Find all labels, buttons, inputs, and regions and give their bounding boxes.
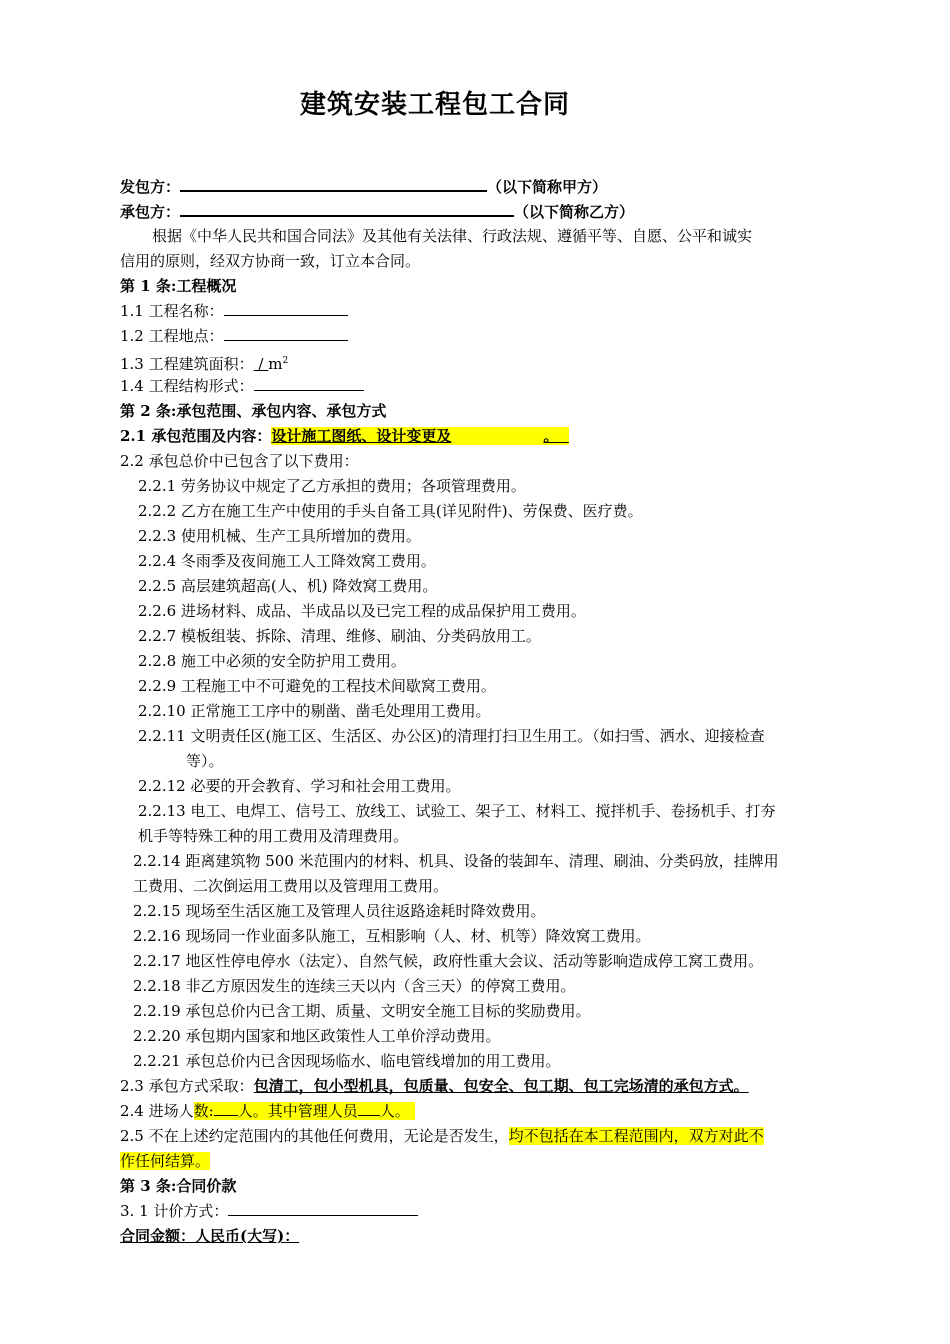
project-structure-line: [120, 376, 364, 396]
fee-item: 2.2.3 使用机械、生产工具所增加的费用。: [138, 527, 421, 545]
project-location-line: [120, 326, 348, 346]
exclusion-highlight: 均不包括在本工程范围内，双方对此不: [508, 1127, 764, 1145]
project-structure-label: 1.4 工程结构形式：: [120, 377, 254, 395]
fee-item: 2.2.18 非乙方原因发生的连续三天以内（含三天）的停窝工费用。: [133, 977, 576, 995]
fee-item: 2.2.16 现场同一作业面多队施工，互相影响（人、材、机等）降效窝工费用。: [133, 927, 651, 945]
contractor-label: 发包方：: [120, 178, 181, 196]
subcontractor-line: [120, 201, 634, 222]
intro-line-2: 信用的原则，经双方协商一致，订立本合同。: [120, 252, 421, 270]
article-2-heading: 第 2 条:承包范围、承包内容、承包方式: [120, 402, 387, 420]
managers-count-field[interactable]: [358, 1101, 380, 1116]
fee-item: 2.2.8 施工中必须的安全防护用工费用。: [138, 652, 406, 670]
subcontractor-suffix: （以下简称乙方）: [514, 203, 635, 221]
contractor-suffix: （以下简称甲方）: [487, 178, 608, 196]
fee-item: 2.2.10 正常施工工序中的剔凿、凿毛处理用工费用。: [138, 702, 491, 720]
scope-value: 设计施工图纸、设计变更及 。: [271, 427, 568, 445]
intro-line-1: 根据《中华人民共和国合同法》及其他有关法律、行政法规、遵循平等、自愿、公平和诚实: [152, 227, 753, 245]
workers-value: 数: 人。其中管理人员 人。: [194, 1102, 415, 1120]
contract-amount-line: 合同金额：人民币(大写)：: [120, 1227, 300, 1245]
fee-item-2-2-14-cont: 工费用、二次倒运用工费用以及管理用工费用。: [133, 877, 449, 895]
contractor-line: [120, 176, 607, 197]
article-1-heading: 第 1 条:工程概况: [120, 277, 237, 295]
fee-item-2-2-14: 2.2.14 距离建筑物 500 米范围内的材料、机具、设备的装卸车、清理、刷油、分类码放，挂牌用: [133, 852, 779, 870]
exclusion-line-2: [120, 1151, 210, 1171]
workers-label: 2.4 进场人: [120, 1102, 194, 1120]
workers-line: [120, 1101, 415, 1121]
project-area-value[interactable]: /: [258, 355, 264, 373]
contract-mode-line: [120, 1076, 749, 1096]
project-name-label: 1.1 工程名称：: [120, 302, 224, 320]
pricing-method-field[interactable]: [228, 1201, 418, 1216]
project-location-field[interactable]: [224, 326, 348, 341]
fee-item: 2.2.2 乙方在施工生产中使用的手头自备工具(详见附件)、劳保费、医疗费。: [138, 502, 643, 520]
contract-mode-value: 包清工，包小型机具，包质量、包安全、包工期、包工完场清的承包方式。: [253, 1077, 749, 1095]
project-location-label: 1.2 工程地点：: [120, 327, 224, 345]
fee-item: 2.2.15 现场至生活区施工及管理人员往返路途耗时降效费用。: [133, 902, 546, 920]
contractor-field[interactable]: [180, 176, 487, 192]
fee-item: 2.2.20 承包期内国家和地区政策性人工单价浮动费用。: [133, 1027, 501, 1045]
pricing-method-line: [120, 1201, 418, 1221]
scope-line: [120, 426, 569, 446]
exclusion-text: 2.5 不在上述约定范围内的其他任何费用，无论是否发生，: [120, 1127, 509, 1145]
fee-item: 2.2.6 进场材料、成品、半成品以及已完工程的成品保护用工费用。: [138, 602, 586, 620]
subcontractor-label: 承包方：: [120, 203, 181, 221]
document-title: 建筑安装工程包工合同: [299, 90, 570, 120]
fee-item-2-2-12: 2.2.12 必要的开会教育、学习和社会用工费用。: [138, 777, 461, 795]
project-area-label: 1.3 工程建筑面积：: [120, 355, 254, 373]
scope-label: 2.1 承包范围及内容：: [120, 427, 272, 445]
fee-item: 2.2.19 承包总价内已含工期、质量、文明安全施工目标的奖励费用。: [133, 1002, 591, 1020]
fee-item: 2.2.1 劳务协议中规定了乙方承担的费用；各项管理费用。: [138, 477, 526, 495]
area-unit: m: [268, 355, 283, 373]
exclusion-highlight-cont: 作任何结算。: [120, 1152, 211, 1170]
fees-intro: 2.2 承包总价中已包含了以下费用：: [120, 452, 359, 470]
pricing-method-label: 3. 1 计价方式：: [120, 1202, 229, 1220]
workers-count-field[interactable]: [214, 1101, 238, 1116]
project-area-line: [120, 351, 288, 374]
fee-item: 2.2.7 模板组装、拆除、清理、维修、刷油、分类码放用工。: [138, 627, 541, 645]
project-name-line: [120, 301, 348, 321]
project-name-field[interactable]: [224, 301, 348, 316]
fee-item-2-2-11: 2.2.11 文明责任区(施工区、生活区、办公区)的清理打扫卫生用工。（如扫雪、洒水、迎接检查: [138, 727, 765, 745]
project-structure-field[interactable]: [254, 376, 364, 391]
fee-item-2-2-13-cont: 机手等特殊工种的用工费用及清理费用。: [138, 827, 409, 845]
area-unit-sup: 2: [282, 356, 289, 366]
exclusion-line-1: [120, 1126, 764, 1146]
fee-item-2-2-13: 2.2.13 电工、电焊工、信号工、放线工、试验工、架子工、材料工、搅拌机手、卷扬机手、打夯: [138, 802, 776, 820]
fee-item: 2.2.4 冬雨季及夜间施工人工降效窝工费用。: [138, 552, 436, 570]
subcontractor-field[interactable]: [180, 201, 514, 217]
fee-item-2-2-11-cont: 等）。: [186, 752, 224, 770]
fee-item: 2.2.17 地区性停电停水（法定）、自然气候，政府性重大会议、活动等影响造成停工窝工费用。: [133, 952, 763, 970]
fee-item: 2.2.21 承包总价内已含因现场临水、临电管线增加的用工费用。: [133, 1052, 561, 1070]
contract-mode-label: 2.3 承包方式采取：: [120, 1077, 254, 1095]
fee-item: 2.2.5 高层建筑超高(人、机) 降效窝工费用。: [138, 577, 438, 595]
article-3-heading: 第 3 条:合同价款: [120, 1177, 237, 1195]
fee-item: 2.2.9 工程施工中不可避免的工程技术间歇窝工费用。: [138, 677, 496, 695]
